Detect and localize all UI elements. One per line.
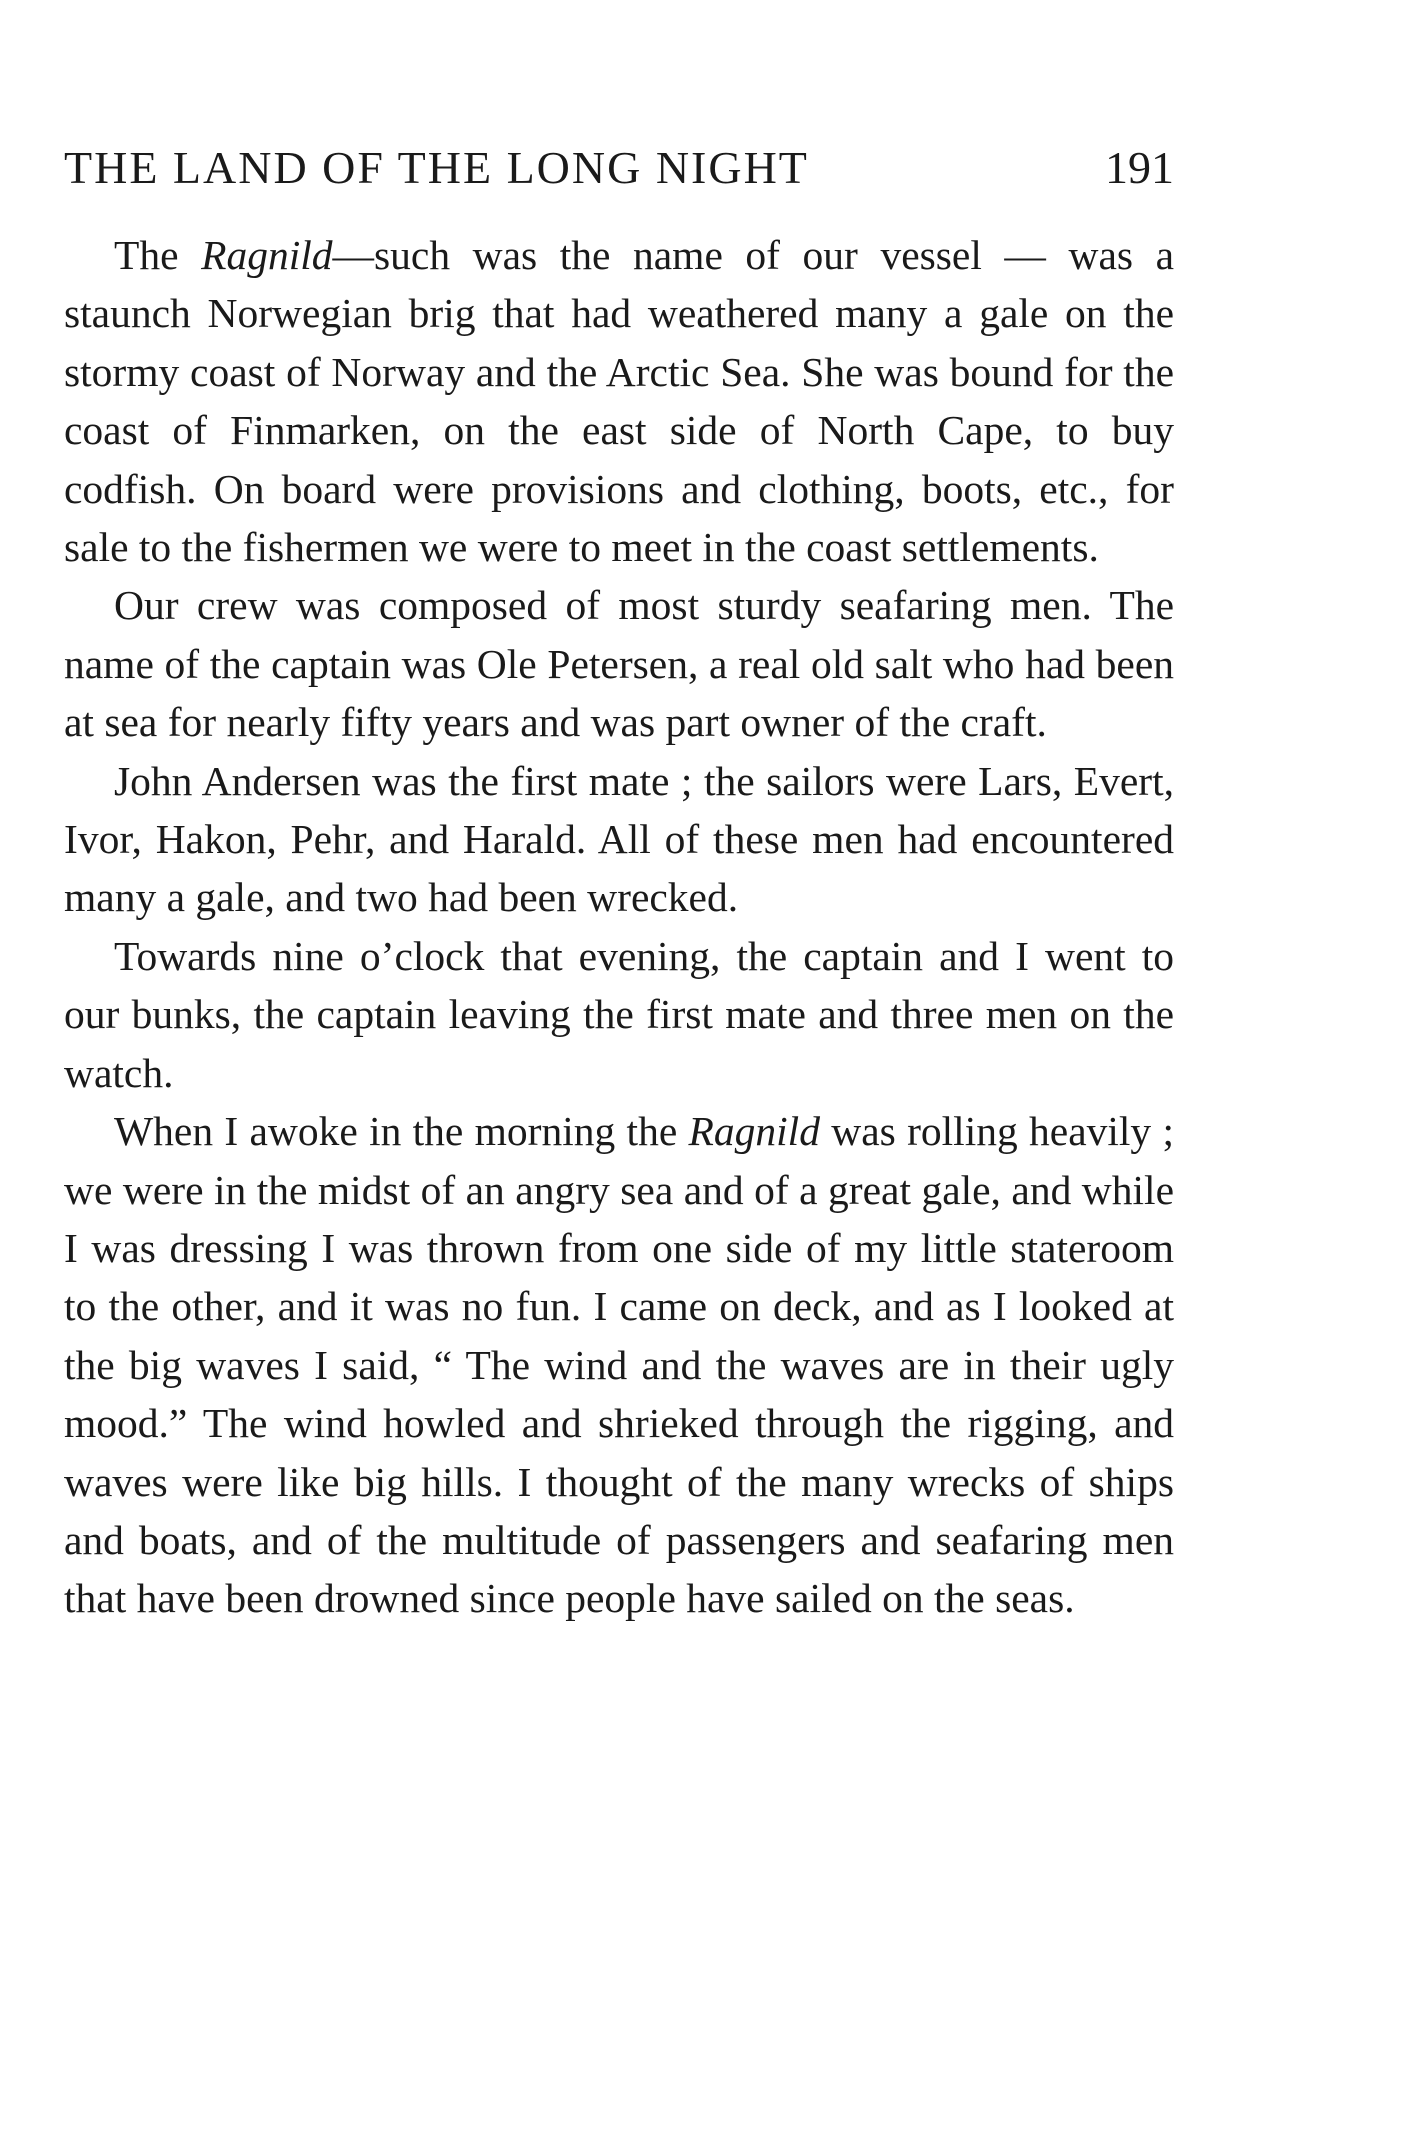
running-head — [64, 138, 1174, 198]
running-title: THE LAND OF THE LONG NIGHT — [64, 142, 809, 193]
paragraph-text: —such was the name of our vessel — was a staunch Norwegian brig that had weathered many a gale on the stormy coast of Norway and the Arctic Sea. She was bound for the coast of Finmarken, on the east side of North Cape, to buy codfish. On board were provisions and clothing, boots, etc., for sale to the fishermen we were to meet in the coast settlements. — [64, 232, 1174, 571]
paragraph-morning-gale — [64, 1102, 1174, 1628]
vessel-name: Ragnild — [201, 232, 333, 278]
paragraph-text: The — [114, 232, 202, 278]
paragraph-first-mate: John Andersen was the first mate ; the sailors were Lars, Evert, Ivor, Hakon, Pehr, and Harald. All of these men had encountered many a gale, and two had been wrecked. — [64, 757, 1174, 921]
paragraph-text: When I awoke in the morning the — [114, 1108, 689, 1155]
vessel-name: Ragnild — [688, 1108, 820, 1155]
paragraph-crew: Our crew was composed of most sturdy seafaring men. The name of the captain was Ole Petersen, a real old salt who had been at sea for nearly fifty years and was part owner of the craft. — [64, 582, 1174, 746]
body-text — [64, 226, 1174, 1628]
page-number: 191 — [1105, 142, 1174, 193]
paragraph-evening: Towards nine o’clock that evening, the captain and I went to our bunks, the captain leaving the first mate and three men on the watch. — [64, 932, 1174, 1096]
paragraph-ragnild — [64, 226, 1174, 576]
paragraph-text: was rolling heavily ; we were in the midst of an angry sea and of a great gale, and while I was dressing I was thrown from one side of my little stateroom to the other, and it was no fun. I came on deck, and as I looked at the big waves I said, “ The wind and the waves are in their ugly mood.” The wind howled and shrieked through the rigging, and waves were like big hills. I thought of the many wrecks of ships and boats, and of the multitude of passengers and seafaring men that have been drowned since people have sailed on the seas. — [64, 1108, 1174, 1622]
